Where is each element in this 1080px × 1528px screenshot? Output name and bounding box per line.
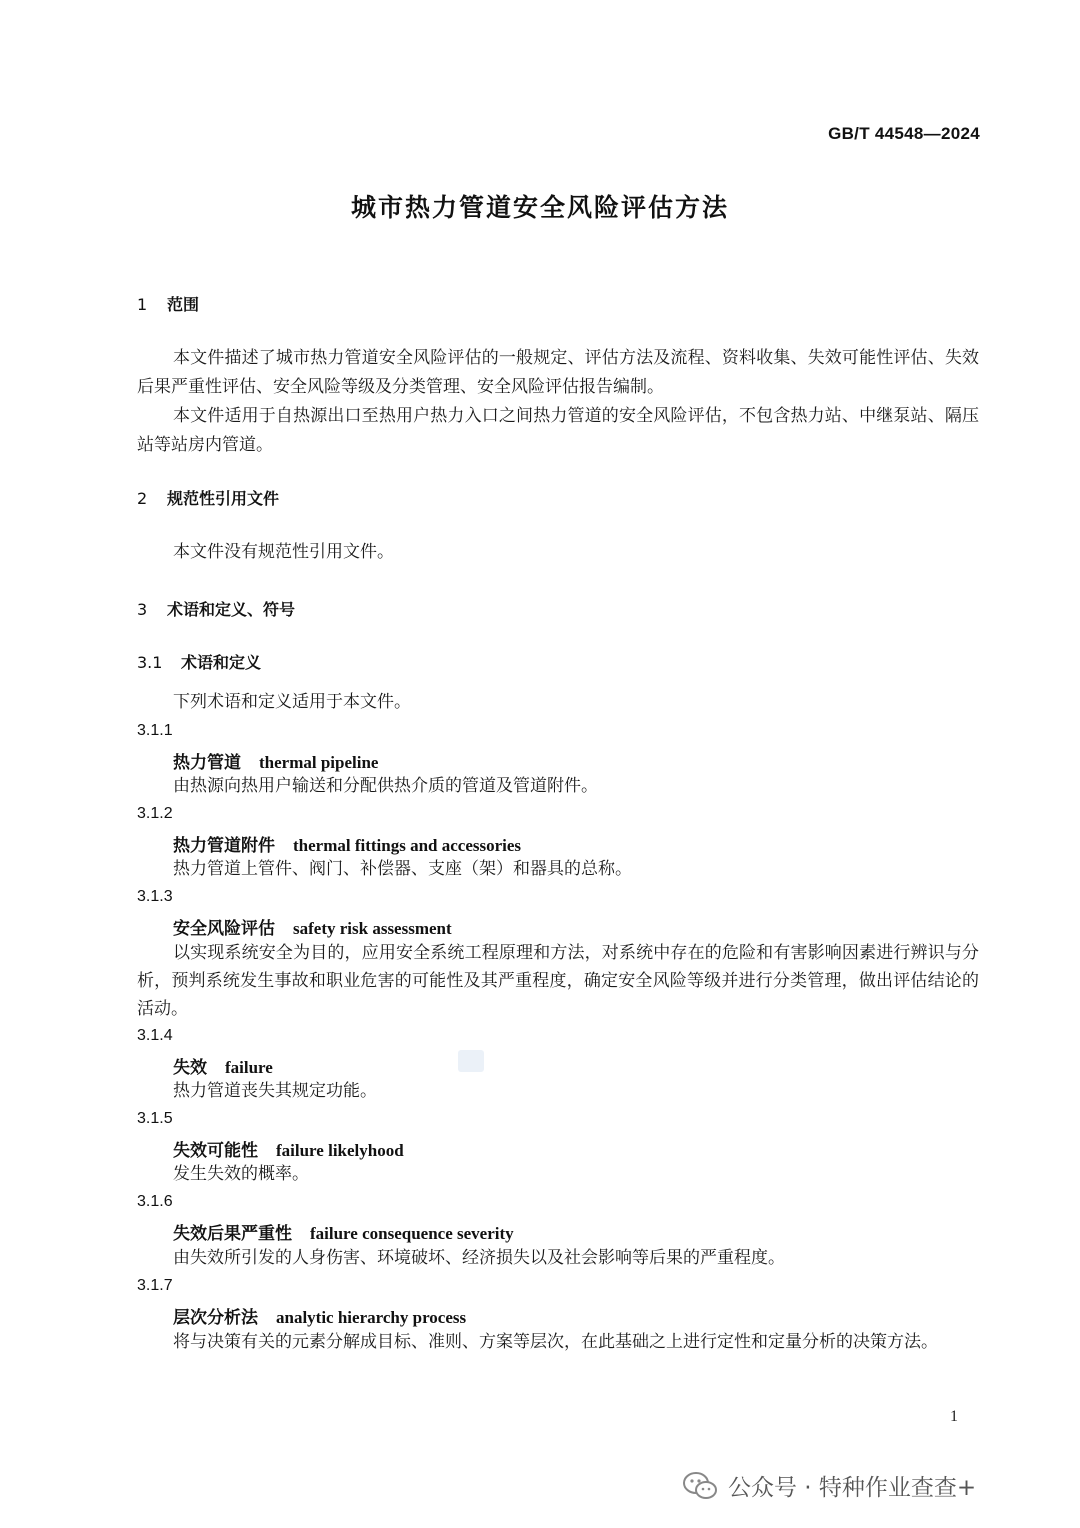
- term-number: 3.1.7: [137, 1277, 173, 1294]
- section-title: 术语和定义、符号: [167, 600, 296, 619]
- term-number: 3.1.3: [137, 888, 173, 905]
- term-number: 3.1.2: [137, 805, 173, 822]
- term-name-en: thermal pipeline: [259, 753, 379, 772]
- term-name-zh: 层次分析法: [173, 1308, 258, 1328]
- section-title: 范围: [167, 295, 200, 314]
- term-name-en: safety risk assessment: [293, 919, 452, 938]
- term-name: [173, 914, 452, 939]
- section-number: 3.1: [137, 653, 163, 672]
- term-name: [173, 748, 378, 773]
- section-1-heading: [137, 292, 199, 315]
- term-name: [173, 1219, 514, 1244]
- watermark-logo: [458, 1050, 484, 1072]
- term-name-zh: 热力管道: [173, 753, 241, 773]
- term-name-en: analytic hierarchy process: [276, 1308, 467, 1327]
- term-name: [173, 831, 521, 856]
- term-name-en: failure: [225, 1058, 273, 1077]
- term-name: [173, 1136, 404, 1161]
- term-name-zh: 安全风险评估: [173, 919, 275, 939]
- section-3-1-heading: [137, 650, 261, 673]
- wechat-account-watermark: [682, 1469, 976, 1502]
- section-title: 术语和定义: [181, 653, 262, 672]
- term-definition: 由失效所引发的人身伤害、环境破坏、经济损失以及社会影响等后果的严重程度。: [173, 1248, 785, 1268]
- document-title: 城市热力管道安全风险评估方法: [350, 193, 729, 222]
- term-number: 3.1.5: [137, 1110, 173, 1127]
- section-3-1-intro: 下列术语和定义适用于本文件。: [173, 692, 411, 712]
- term-name-zh: 热力管道附件: [173, 836, 275, 856]
- term-definition: 热力管道上管件、阀门、补偿器、支座（架）和器具的总称。: [173, 859, 632, 879]
- term-name-zh: 失效后果严重性: [173, 1224, 292, 1244]
- section-number: 2: [137, 489, 148, 508]
- term-name-en: failure consequence severity: [310, 1224, 514, 1243]
- page-number: 1: [950, 1408, 958, 1425]
- section-1-paragraph-1: 本文件描述了城市热力管道安全风险评估的一般规定、评估方法及流程、资料收集、失效可能性评估、失效后果严重性评估、安全风险等级及分类管理、安全风险评估报告编制。: [137, 348, 979, 397]
- section-number: 1: [137, 295, 148, 314]
- term-name-zh: 失效可能性: [173, 1141, 258, 1161]
- term-name: [173, 1053, 273, 1078]
- term-name-zh: 失效: [173, 1058, 207, 1078]
- term-definition: 由热源向热用户输送和分配供热介质的管道及管道附件。: [173, 776, 598, 796]
- section-2-heading: [137, 486, 279, 509]
- term-name: [173, 1303, 466, 1328]
- section-title: 规范性引用文件: [167, 489, 280, 508]
- section-2-paragraph-1: 本文件没有规范性引用文件。: [173, 542, 394, 562]
- section-1-paragraph-2: 本文件适用于自热源出口至热用户热力入口之间热力管道的安全风险评估，不包含热力站、中继泵站、隔压站等站房内管道。: [137, 406, 979, 455]
- section-number: 3: [137, 600, 148, 619]
- term-definition: 发生失效的概率。: [173, 1164, 309, 1184]
- term-definition: 以实现系统安全为目的，应用安全系统工程原理和方法，对系统中存在的危险和有害影响因素进行辨识与分析，预判系统发生事故和职业危害的可能性及其严重程度，确定安全风险等级并进行分类管理，做出评估结论的活动。: [137, 943, 979, 1019]
- section-3-heading: [137, 597, 295, 620]
- term-name-en: thermal fittings and accessories: [293, 836, 522, 855]
- term-definition: 热力管道丧失其规定功能。: [173, 1081, 377, 1101]
- standard-code: GB/T 44548—2024: [828, 124, 980, 143]
- account-text: 公众号 · 特种作业查查+: [728, 1475, 977, 1501]
- term-definition: 将与决策有关的元素分解成目标、准则、方案等层次，在此基础之上进行定性和定量分析的决策方法。: [173, 1332, 938, 1352]
- term-name-en: failure likelyhood: [276, 1141, 404, 1160]
- term-number: 3.1.6: [137, 1193, 173, 1210]
- term-number: 3.1.1: [137, 722, 173, 739]
- term-number: 3.1.4: [137, 1027, 173, 1044]
- wechat-icon: [682, 1471, 718, 1501]
